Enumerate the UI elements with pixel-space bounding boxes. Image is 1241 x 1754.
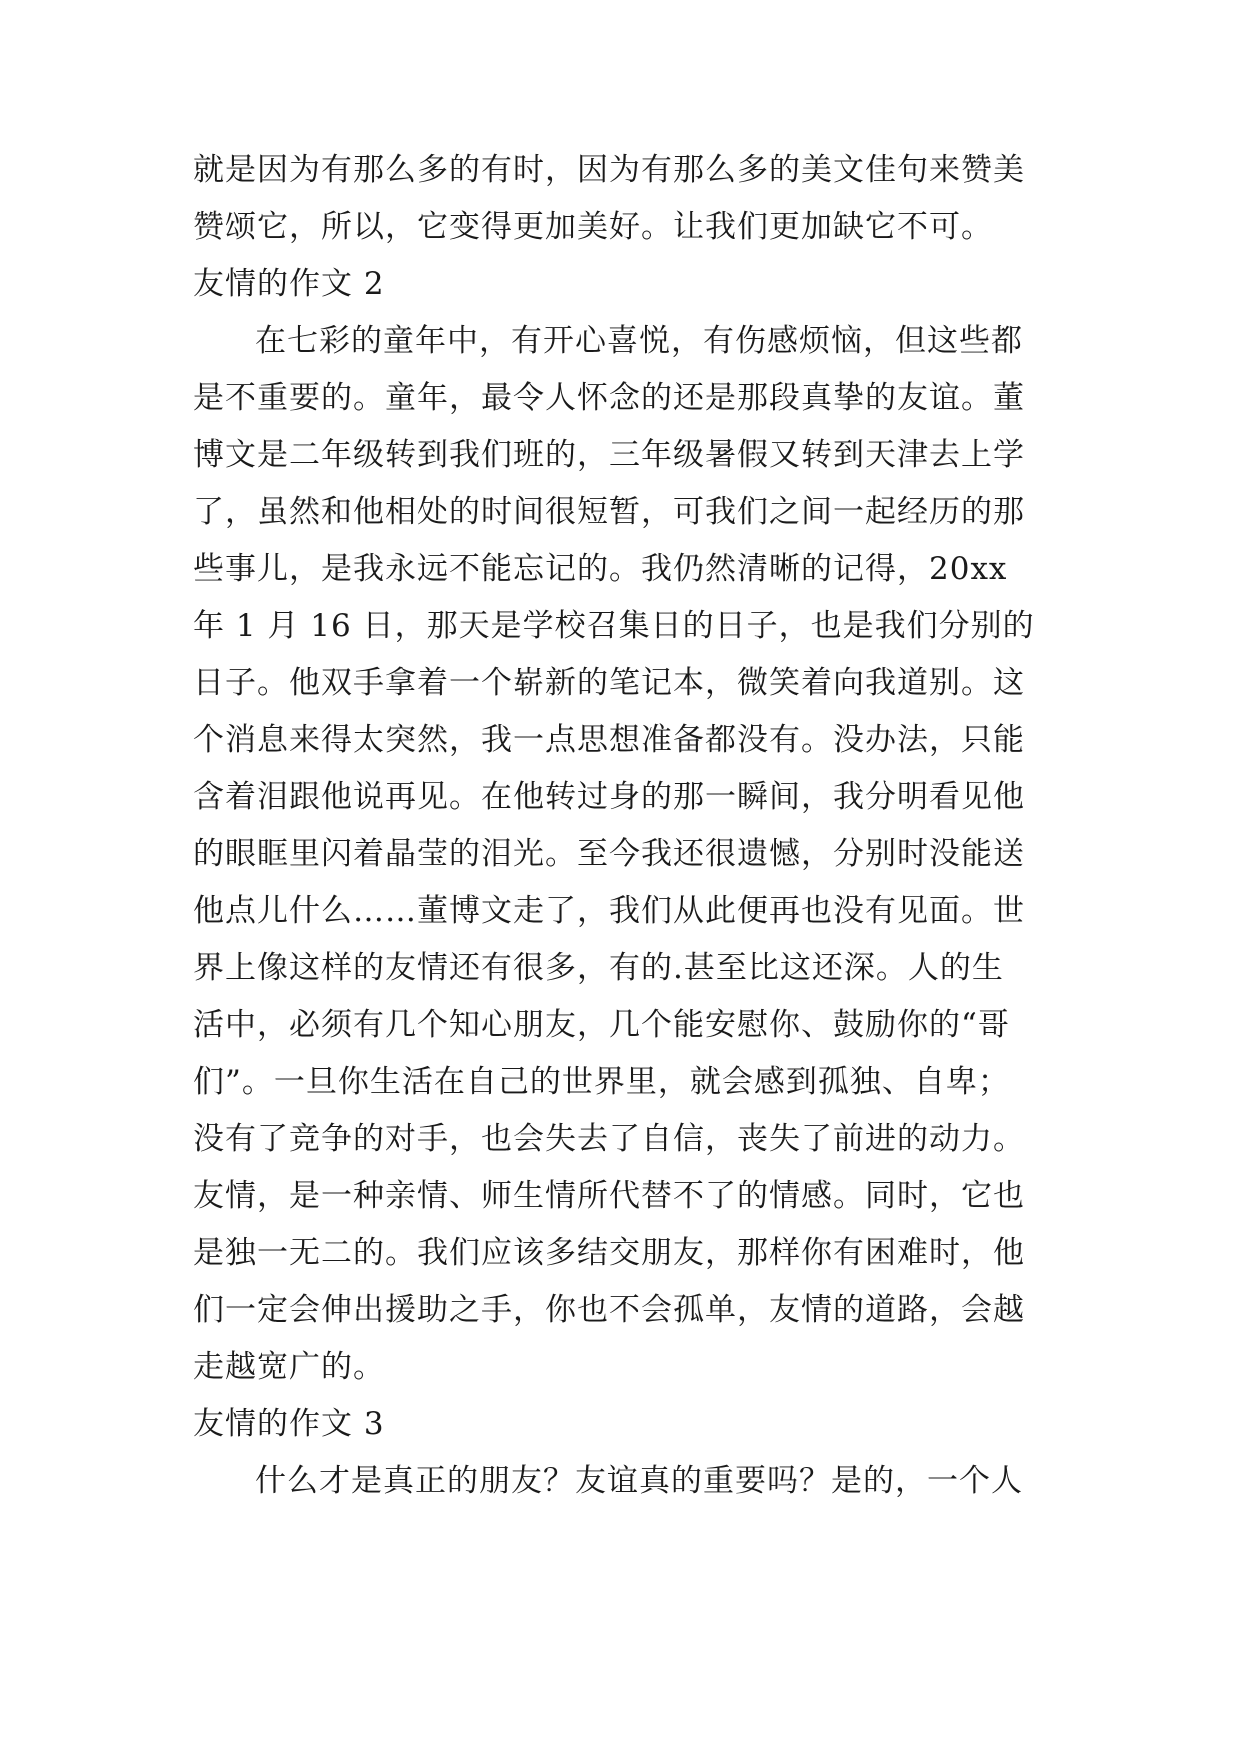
paragraph-line: 个消息来得太突然，我一点思想准备都没有。没办法，只能 xyxy=(193,722,1025,758)
paragraph-line: 在七彩的童年中，有开心喜悦，有伤感烦恼，但这些都 xyxy=(255,323,1023,359)
paragraph-line: 含着泪跟他说再见。在他转过身的那一瞬间，我分明看见他 xyxy=(193,779,1025,815)
paragraph-line: 们一定会伸出援助之手，你也不会孤单，友情的道路，会越 xyxy=(193,1292,1025,1328)
paragraph-line: 是不重要的。童年，最令人怀念的还是那段真挚的友谊。董 xyxy=(193,380,1025,416)
section-heading: 友情的作文 3 xyxy=(193,1406,385,1442)
paragraph-line: 他点儿什么……董博文走了，我们从此便再也没有见面。世 xyxy=(193,893,1025,929)
paragraph-line: 活中，必须有几个知心朋友，几个能安慰你、鼓励你的“哥 xyxy=(193,1007,1010,1043)
paragraph-line: 的眼眶里闪着晶莹的泪光。至今我还很遗憾，分别时没能送 xyxy=(193,836,1025,872)
paragraph-line: 友情，是一种亲情、师生情所代替不了的情感。同时，它也 xyxy=(193,1178,1025,1214)
paragraph-line: 日子。他双手拿着一个崭新的笔记本，微笑着向我道别。这 xyxy=(193,665,1025,701)
paragraph-line: 就是因为有那么多的有时，因为有那么多的美文佳句来赞美 xyxy=(193,152,1025,188)
paragraph-line: 赞颂它，所以，它变得更加美好。让我们更加缺它不可。 xyxy=(193,209,993,245)
section-heading: 友情的作文 2 xyxy=(193,266,385,302)
paragraph-line: 没有了竞争的对手，也会失去了自信，丧失了前进的动力。 xyxy=(193,1121,1025,1157)
paragraph-line: 什么才是真正的朋友？友谊真的重要吗？是的，一个人 xyxy=(255,1463,1023,1499)
paragraph-line: 们”。一旦你生活在自己的世界里，就会感到孤独、自卑； xyxy=(193,1064,1010,1100)
paragraph-line: 博文是二年级转到我们班的，三年级暑假又转到天津去上学 xyxy=(193,437,1025,473)
paragraph-line: 界上像这样的友情还有很多，有的.甚至比这还深。人的生 xyxy=(193,950,1004,986)
paragraph-line: 走越宽广的。 xyxy=(193,1349,385,1385)
paragraph-line: 些事儿，是我永远不能忘记的。我仍然清晰的记得，20xx xyxy=(193,551,1008,587)
paragraph-line: 了，虽然和他相处的时间很短暂，可我们之间一起经历的那 xyxy=(193,494,1025,530)
paragraph-line: 年 1 月 16 日，那天是学校召集日的日子，也是我们分别的 xyxy=(193,608,1035,644)
paragraph-line: 是独一无二的。我们应该多结交朋友，那样你有困难时，他 xyxy=(193,1235,1025,1271)
